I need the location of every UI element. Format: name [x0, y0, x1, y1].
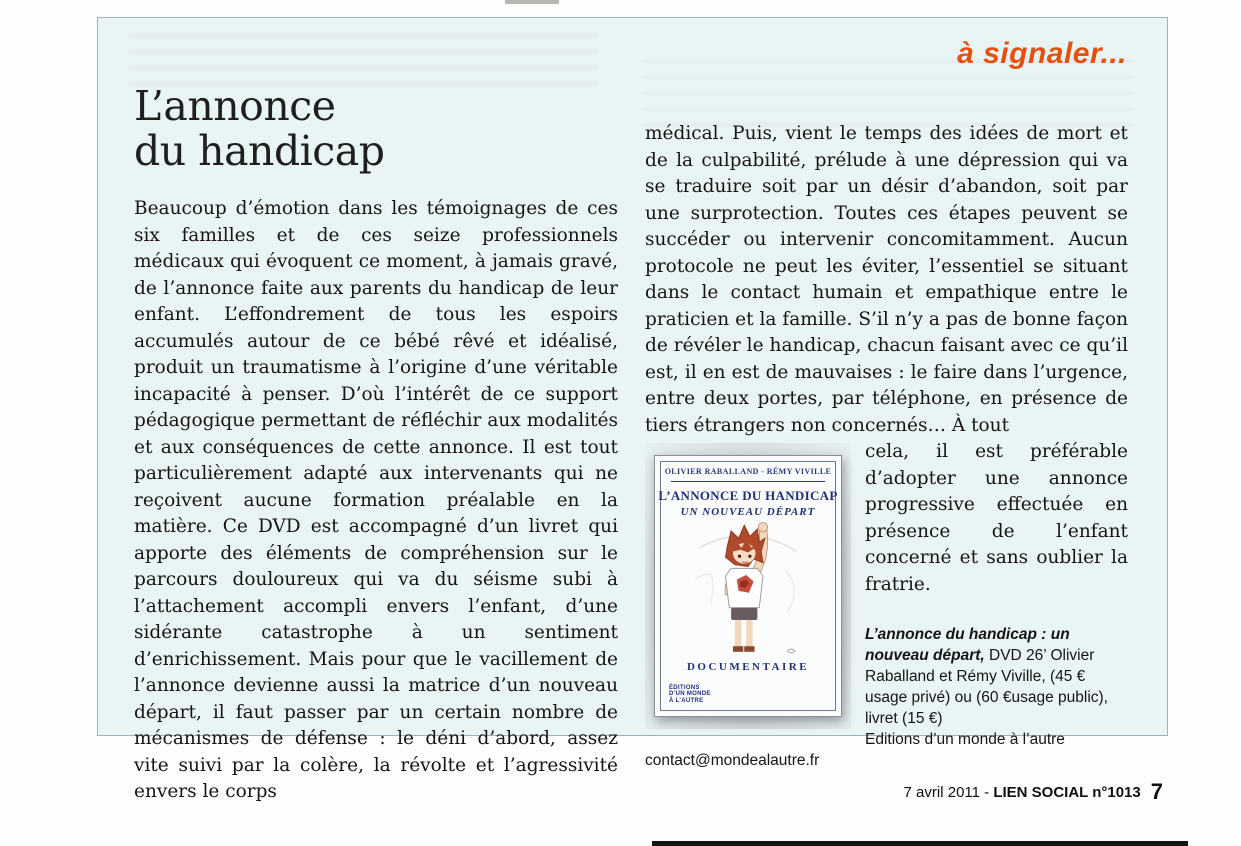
dvd-publisher-logo: [669, 685, 711, 705]
caption-publisher: Editions d’un monde à l’autre: [865, 731, 1065, 748]
page-footer: [904, 779, 1163, 805]
dvd-title: L’ANNONCE DU HANDICAP: [658, 488, 838, 503]
article-body-left: Beaucoup d’émotion dans les témoignages de ces six familles et de ces seize professionnels médicaux qui évoquent ce moment, à jamais gravé, de l’annonce faite aux parents du handicap de leur enfant. L’effondrement de tous les espoirs accumulés autour de ce bébé rêvé et idéalisé, produit un traumatisme à l’origine d’une véritable incapacité à penser. D’où l’intérêt de ce support pédagogique permettant de réfléchir aux modalités et aux conséquences de cette annonce. Il est tout particulièrement adapté aux intervenants qui ne reçoivent aucune formation préalable en la matière. Ce DVD est accompagné d’un livret qui apporte des éléments de compréhension sur le parcours douloureux qui va du séisme subi à l’attachement accompli envers l’enfant, d’une sidérante catastrophe à un sentiment d’enrichissement. Mais pour que le vacillement de l’annonce devienne aussi la matrice d’un nouveau départ, il faut passer par un certain nombre de mécanismes de défense : le déni d’abord, assez vite suivi par la colère, la révolte et l’agressivité envers le corps: [134, 198, 618, 802]
caption-email: contact@mondealautre.fr: [645, 752, 820, 769]
dvd-cover-illustration: [661, 518, 835, 661]
dvd-publisher-line2: D’UN MONDE: [669, 691, 711, 697]
dvd-publisher-line1: ÉDITIONS: [669, 684, 700, 691]
article-body-right-top: médical. Puis, vient le temps des idées de mort et de la culpabilité, prélude à une dépression qui va se traduire soit par un désir d’abandon, soit par une surprotection. Toutes ces étapes peuvent se succéder ou intervenir concomitamment. Aucun protocole ne peut les éviter, l’essentiel se situant dans le contact humain et empathique entre le praticien et la famille. S’il n’y a pas de bonne façon de révéler le handicap, chacun faisant avec ce qu’il est, il en est de mauvaises : le faire dans l’urgence, entre deux portes, par téléphone, en présence de tiers étrangers non concernés… À tout: [645, 123, 1128, 436]
dvd-authors: OLIVIER RABALLAND - RÉMY VIVILLE: [664, 467, 832, 476]
dvd-cover: [645, 443, 851, 729]
right-column: [645, 121, 1128, 771]
section-label: à signaler...: [957, 37, 1127, 70]
scan-artifact-bottom: [652, 841, 1188, 846]
dvd-cover-sleeve: [654, 455, 842, 717]
dvd-rule: [671, 481, 824, 482]
left-column: [134, 84, 618, 806]
image-wrap-zone: [645, 439, 1128, 771]
dvd-cover-frame: [660, 461, 836, 711]
article-title-line2: du handicap: [134, 127, 385, 175]
footer-journal: LIEN SOCIAL n°1013: [993, 784, 1141, 801]
footer-page-number: 7: [1150, 779, 1163, 804]
article-title: [134, 84, 618, 174]
caption-details: DVD 26’ Olivier Raballand et Rémy Viville, (45 € usage privé) ou (60 €usage public), livret (15 €): [865, 647, 1108, 727]
dvd-genre: DOCUMENTAIRE: [686, 660, 810, 673]
scan-artifact-top: [505, 0, 559, 4]
article-body-right-wrap: cela, il est préférable d’adopter une annonce progressive effectuée en présence de l’enfant concerné et sans oublier la fratrie.: [865, 441, 1128, 595]
caption-title: L’annonce du handicap : un nouveau départ,: [865, 626, 1070, 664]
manga-girl-illustration: [673, 514, 823, 664]
footer-date: 7 avril 2011 -: [903, 784, 994, 801]
article-title-line1: L’annonce: [134, 82, 336, 130]
dvd-publisher-line3: À L’AUTRE: [669, 697, 704, 704]
dvd-subtitle: UN NOUVEAU DÉPART: [680, 506, 816, 518]
